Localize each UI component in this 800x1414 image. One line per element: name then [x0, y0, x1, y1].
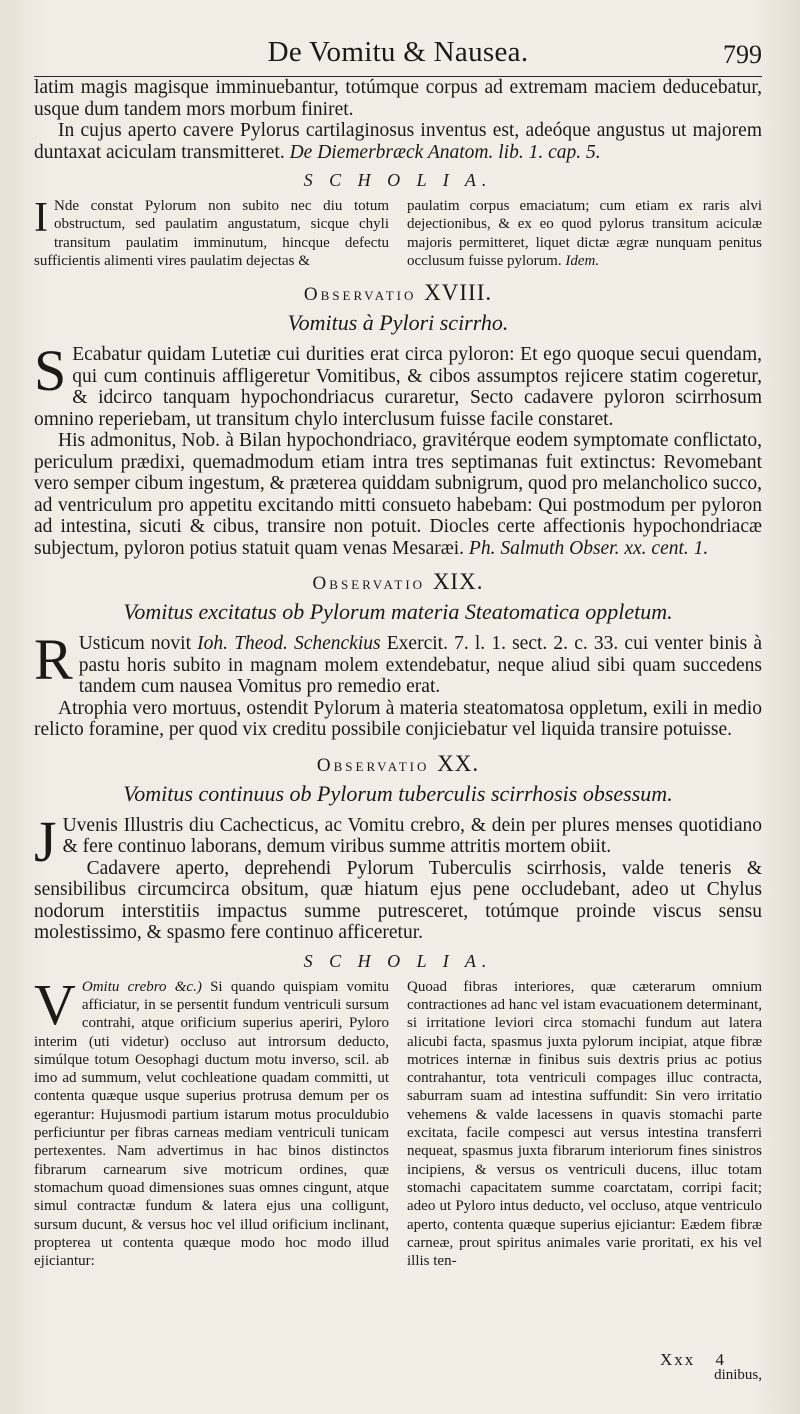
- scholia-1-left-column: [34, 197, 389, 270]
- scholia-2-right-text: Quoad fibras interiores, quæ cæterarum omnium contractiones ad hanc vel istam evacuationem determinant, si irritatione leviori circa stomachi fundum aut latera alicubi facta, spasmus juxta pylorum incipiat, atque fibræ motrices internæ in finibus suis dextris prius ac potius contrahantur, tota ventriculi compages illuc contracta, saburram suam ad intestina suffundit: Sin vero irritatio vehemens & valde lacessens in quavis stomachi parte excitata, facile compesci aut versus intestina transferri nequeat, spasmus juxta fibrarum interiorum fines sinistros incipiens, & versus os ventriculi ducens, illuc totam stomachi capacitatem summe coarctatam, corripi facit; adeo ut Pyloro intus deducto, vel occluso, atque ventriculo aperto, contenta quæque superius ejiciantur: Eædem fibræ carneæ, prout spiritus animales varie proritati, ex his vel illis ten-: [407, 978, 762, 1270]
- signature-number: 4: [715, 1350, 726, 1369]
- observation-18-heading: [34, 280, 762, 306]
- scholia-heading-2: S C H O L I A.: [303, 950, 493, 971]
- observation-20-paragraph-2: Cadavere aperto, deprehendi Pylorum Tuberculis scirrhosis, valde teneris & sensibilibus circumcirca obsitum, quæ hiatum ejus pene occludebant, adeo ut Chylus nodorum interstitiis impactus summe putresceret, totúmque proinde viscus sensu molestissimo, & spasmo fere continuo afficeretur.: [34, 857, 762, 944]
- observation-18-paragraph-1: [34, 338, 762, 430]
- running-title: De Vomitu & Nausea.: [267, 36, 529, 68]
- observation-18-number: XVIII.: [424, 280, 493, 306]
- observation-19-title: Vomitus excitatus ob Pylorum materia Steatomatica oppletum.: [123, 599, 673, 625]
- observation-18-paragraph-1-text: Ecabatur quidam Lutetiæ cui durities erat circa pyloron: Et ego quoque secui quendam, qui cum continuis affligeretur Vomitibus, & cibos assumptos rejicere statim cogeretur, & idcirco tanquam hypochondriacus curaretur, Secto cadavere pyloron scirrhosum omnino reperiebam, ut transitum chylo interclusum fuisse facile constaret.: [34, 344, 762, 430]
- observation-19-heading: [34, 569, 762, 595]
- intro-paragraph-2-text: In cujus aperto cavere Pylorus cartilaginosus inventus est, adeóque angustus ut majorem duntaxat aciculam transmitteret.: [34, 120, 762, 163]
- observation-18-title: Vomitus à Pylori scirrho.: [287, 310, 509, 336]
- intro-paragraph-1: latim magis magisque imminuebantur, totúmque corpus ad extremam maciem deducebatur, usque dum tandem mors morbum finiret.: [34, 77, 762, 120]
- observation-20-paragraph-1-text: Uvenis Illustris diu Cachecticus, ac Vomitu crebro, & dein per plures menses quotidiano & fere continuo laborans, demum viribus summe attritis mortem obiit.: [62, 814, 762, 858]
- scholia-1-columns: [34, 197, 762, 270]
- scholia-1-right-column: [407, 197, 762, 270]
- scholia-heading-1: S C H O L I A.: [303, 170, 493, 190]
- observation-20-paragraph-1: [34, 808, 762, 874]
- observation-19-paragraph-2: Atrophia vero mortuus, ostendit Pylorum à materia steatomatosa oppletum, exili in medio relicto foramine, per quod vix creditu possibile conjiciebatur vel liquida transire potuisse.: [34, 697, 762, 741]
- observation-18-label: Observatio: [303, 284, 417, 306]
- running-head: [34, 36, 762, 77]
- scholia-2-columns: [34, 971, 762, 1271]
- scholia-2-lemma: Omitu crebro &c.): [81, 978, 202, 995]
- observation-20-dropcap: J: [34, 808, 57, 874]
- observation-19-label: Observatio: [312, 573, 426, 595]
- observation-20-number: XX.: [437, 750, 480, 776]
- observation-18-paragraph-2-text: His admonitus, Nob. à Bilan hypochondriaco, gravitérque eodem symptomate conflictato, periculum prædixi, quemadmodum etiam intra tres septimanas fuit extinctus: Revomebant vero semper cibum ingestum, & præterea quiddam subnigrum, quod pro melancholico succo, ad ventriculum pro appetitu excitando mitti consueto habebam: Qui postmodum per pyloron ad intestina, sicuti & cibus, transire non potuit. Diocles certe affectionis hypochondriacæ subjectum, pyloron potius statuit quam venas Mesaræi.: [34, 430, 762, 559]
- page-number: 799: [723, 40, 762, 69]
- scholia-2-left-column: [34, 971, 390, 1271]
- scholia-1-citation: Idem.: [565, 252, 600, 269]
- signature-letters: Xxx: [659, 1350, 696, 1369]
- observation-18-paragraph-2: [34, 430, 762, 559]
- observation-20-heading: [34, 751, 762, 777]
- scholia-1-right-text: paulatim corpus emaciatum; cum etiam ex raris alvi dejectionibus, & ex eo quod pylorus transitum aciculæ majoris permitteret, liquet dictæ ægræ nunquam penitus occlusum fuisse pylorum.: [407, 198, 762, 269]
- scholia-2-left-text: Si quando quispiam vomitu afficiatur, in se persentit fundum ventriculi sursum contrahi, atque orificium superius aperiri, Pyloro interim (uti videtur) occluso aut introrsum deducto, simúlque totum Oesophagi ductum motu inverso, scil. ab imo ad summum, velut cochleatione quadam committi, ut contenta quæque usque superius protrusa demum per os egerantur: Hujusmodi partium istarum motus proculdubio perficiuntur per fibras carneas mediam ventriculi tunicam pertexentes. Nam advertimus in hac binos distinctos fibrarum carnearum sive motricum ordines, quæ stomachum quoad dimensiones suas omnes cingunt, atque simul contractæ fundum & latera ejus una colligunt, sursum ducunt, & versus hoc vel illud orificium inclinant, propterea ut contenta quæque modo hoc modo illud ejiciantur:: [34, 978, 390, 1270]
- observation-18-dropcap: S: [34, 338, 67, 404]
- observation-19-paragraph-1-lead: Usticum novit: [78, 633, 192, 655]
- observation-19-number: XIX.: [432, 569, 484, 595]
- observation-18-citation: Ph. Salmuth Obser. xx. cent. 1.: [468, 537, 709, 559]
- scholia-2-dropcap: V: [34, 971, 76, 1037]
- scholia-2-right-column: [407, 978, 762, 1271]
- observation-20-label: Observatio: [316, 754, 430, 776]
- catchword: dinibus,: [714, 1367, 762, 1383]
- observation-19-paragraph-1: [34, 627, 763, 698]
- observation-19-paragraph-1-text: Exercit. 7. l. 1. sect. 2. c. 33. cui venter binis à pastu horis subito in magnam molem extendebatur, neque aliud sibi quam succedens tandem cum nausea Vomitus pro remedio erat.: [78, 633, 763, 698]
- scholia-1-left-text: Nde constat Pylorum non subito nec diu totum obstructum, sed paulatim angustatum, sicque chyli transitum paulatim imminutum, hincque defectu sufficientis alimenti vires paulatim dejectas &: [34, 198, 389, 269]
- observation-19-author: Ioh. Theod. Schenckius: [197, 633, 381, 655]
- observation-20-title: Vomitus continuus ob Pylorum tuberculis scirrhosis obsessum.: [123, 780, 673, 806]
- intro-citation: De Diemerbræck Anatom. lib. 1. cap. 5.: [289, 141, 601, 163]
- observation-19-dropcap: R: [34, 627, 73, 693]
- scholia-1-dropcap: I: [34, 195, 48, 241]
- intro-paragraph-2: [34, 120, 762, 163]
